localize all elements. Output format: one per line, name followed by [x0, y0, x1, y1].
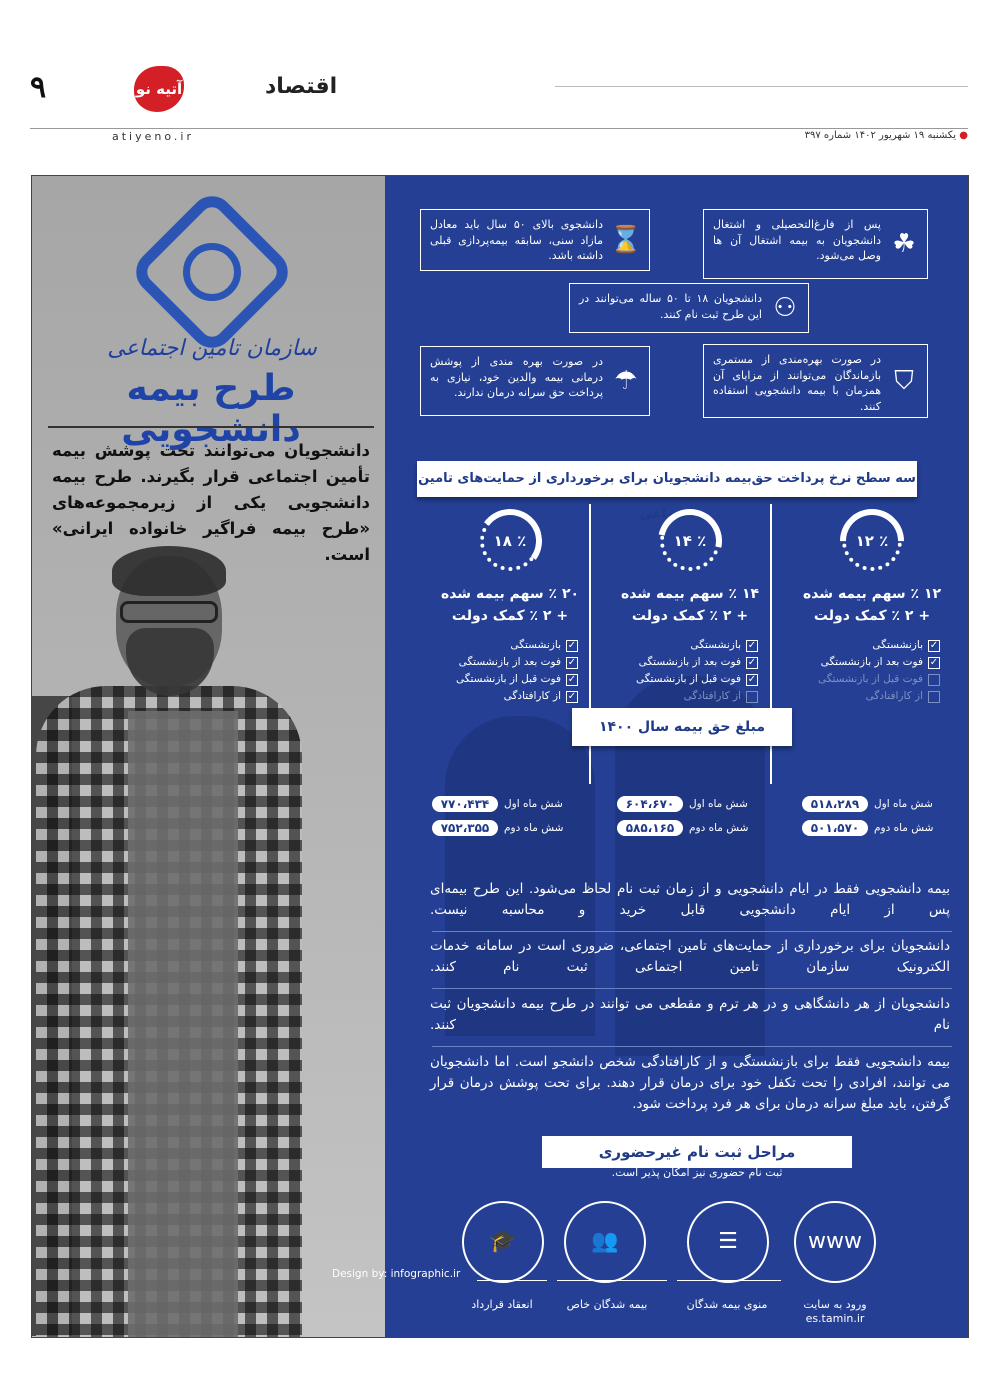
amount-row: [432, 796, 563, 812]
checkbox-checked-icon: ✓: [747, 673, 757, 685]
amount-group-12: [802, 796, 933, 836]
coverage-label: فوت قبل از بازنشستگی: [455, 673, 561, 685]
coverage-item: [600, 688, 758, 705]
header-rule: [30, 128, 968, 129]
coverage-label: فوت بعد از بازنشستگی: [458, 656, 561, 668]
umbrella-family-icon: ☂: [614, 366, 638, 396]
note-rule: [432, 931, 952, 932]
graduation-hands-icon: ☘: [892, 229, 916, 259]
info-box-age: [420, 209, 650, 271]
checkbox-empty-icon: [928, 691, 940, 703]
step-label: انعقاد قرارداد: [471, 1298, 533, 1311]
rate-percent: ٪ ۱۲: [855, 532, 889, 550]
share-insured: ۱۲ ٪ سهم بیمه شده: [802, 586, 942, 602]
coverage-label: فوت بعد از بازنشستگی: [820, 656, 923, 668]
coverage-item: [782, 637, 940, 654]
note-paragraph: بیمه دانشجویی فقط در ایام دانشجویی و از زمان ثبت نام لحاظ می‌شود. این طرح بیمه‌ای پس از ایام دانشجویی قابل خرید و محاسبه نیست.: [430, 881, 950, 918]
checkbox-checked-icon: ✓: [567, 673, 577, 685]
amount-value: ۵۰۱،۵۷۰: [802, 820, 868, 836]
coverage-label: از کارافتادگی: [865, 690, 923, 702]
amount-period: شش ماه دوم: [874, 822, 934, 834]
rate-percent: ٪ ۱۴: [673, 532, 707, 550]
share-insured: ۱۴ ٪ سهم بیمه شده: [620, 586, 760, 602]
coverage-item: [420, 637, 578, 654]
coverage-label: فوت قبل از بازنشستگی: [817, 673, 923, 685]
steps-subtitle: ثبت نام حضوری نیز امکان پذیر است.: [611, 1166, 783, 1179]
graduation-cap-icon[interactable]: 🎓: [462, 1201, 544, 1283]
dateline: ● یکشنبه ۱۹ شهریور ۱۴۰۲ شماره ۳۹۷: [804, 130, 968, 141]
steps-title: مراحل ثبت نام غیرحضوری: [542, 1136, 852, 1168]
coverage-item: [600, 654, 758, 671]
info-box-eligibility: [569, 283, 809, 333]
coverage-list: [782, 637, 962, 705]
menu-icon[interactable]: ☰: [687, 1201, 769, 1283]
coverage-list: [600, 637, 780, 705]
info-box-text: دانشجویان ۱۸ تا ۵۰ ساله می‌توانند در این طرح ثبت نام کنند.: [579, 292, 762, 321]
amount-period: شش ماه دوم: [504, 822, 564, 834]
checkbox-empty-icon: [928, 674, 940, 686]
coverage-label: از کارافتادگی: [683, 690, 741, 702]
coverage-label: فوت بعد از بازنشستگی: [638, 656, 741, 668]
info-box-graduation: [703, 209, 928, 279]
step-label: منوی بیمه شدگان: [686, 1298, 768, 1311]
amount-value: ۶۰۴،۶۷۰: [617, 796, 683, 812]
www-icon[interactable]: www: [794, 1201, 876, 1283]
amounts-title: مبلغ حق بیمه سال ۱۴۰۰: [572, 708, 792, 746]
amount-value: ۷۷۰،۴۳۴: [432, 796, 498, 812]
amount-period: شش ماه اول: [504, 798, 563, 810]
rate-share: [782, 583, 962, 627]
org-name: سازمان تامین اجتماعی: [107, 336, 317, 361]
checkbox-checked-icon: ✓: [929, 639, 939, 651]
tamin-logo-core: [183, 243, 241, 301]
amount-group-14: [617, 796, 748, 836]
amount-period: شش ماه اول: [689, 798, 748, 810]
group-icon: ⚇: [773, 293, 797, 323]
hourglass-icon: ⌛: [609, 225, 643, 255]
info-box-parents: [420, 346, 650, 416]
info-box-text: در صورت بهره‌مندی از مستمری بازماندگان می‌توانند از مزایای آن همزمان با بیمه دانشجویی استفاده کنند.: [713, 353, 881, 413]
infographic: [31, 175, 969, 1338]
note-paragraph: دانشجویان از هر دانشگاهی و در هر ترم و مقطعی می توانند در طرح بیمه دانشجویان ثبت نام کنند.: [430, 996, 950, 1033]
page-number: ۹: [30, 70, 47, 105]
amount-row: [617, 796, 748, 812]
rate-ring: [842, 511, 902, 571]
share-government: + ۲ ٪ کمک دولت: [451, 608, 569, 624]
document-shield-icon: ⛉: [894, 366, 914, 396]
checkbox-checked-icon: ✓: [567, 690, 577, 702]
amount-value: ۵۱۸،۲۸۹: [802, 796, 868, 812]
rates-title: سه سطح نرخ پرداخت حق‌بیمه دانشجویان برای برخورداری از حمایت‌های تامین اجتماعی: [417, 461, 917, 497]
coverage-label: از کارافتادگی: [503, 690, 561, 702]
rate-ring: [660, 511, 720, 571]
note-rule: [432, 1046, 952, 1047]
people-shield-icon[interactable]: 👥: [564, 1201, 646, 1283]
step-label: ورود به سایت es.tamin.ir: [803, 1298, 867, 1325]
coverage-item: [782, 654, 940, 671]
amount-value: ۵۸۵،۱۶۵: [617, 820, 683, 836]
intro-text: دانشجویان می‌توانند تحت پوشش بیمه تأمین اجتماعی قرار بگیرند. طرح بیمه دانشجویی یکی از زیرمجموعه‌های «طرح بیمه فراگیر خانواده ایرانی» است.: [52, 441, 370, 564]
checkbox-checked-icon: ✓: [567, 639, 577, 651]
photo-student-glasses: [120, 601, 218, 623]
step-arrow: [677, 1280, 781, 1281]
checkbox-checked-icon: ✓: [747, 639, 757, 651]
amount-row: [802, 796, 933, 812]
amount-period: شش ماه اول: [874, 798, 933, 810]
checkbox-empty-icon: [746, 691, 758, 703]
amount-row: [432, 820, 563, 836]
note-paragraph: بیمه دانشجویی فقط برای بازنشستگی و از کارافتادگی شخص دانشجو است. اما دانشجویان می توانند، افرادی را تحت تکفل خود برای درمان قرار دهند. برای تحت پوشش درمان قرار گرفتن، باید مبلغ سرانه درمان برای هر فرد پرداخت شود.: [430, 1054, 950, 1112]
note-paragraph: دانشجویان برای برخورداری از حمایت‌های تامین اجتماعی، ضروری است در سامانه خدمات الکترونیک سازمان تامین اجتماعی ثبت نام کنند.: [430, 938, 950, 975]
step-label: بیمه شدگان خاص: [566, 1298, 648, 1311]
site-url[interactable]: atiyeno.ir: [112, 130, 194, 143]
checkbox-checked-icon: ✓: [747, 656, 757, 668]
coverage-label: بازنشستگی: [872, 639, 923, 651]
step-arrow: [477, 1280, 547, 1281]
rate-percent: ٪ ۱۸: [493, 532, 527, 550]
amount-row: [617, 820, 748, 836]
rate-column-12: [782, 511, 962, 771]
section-title: اقتصاد: [265, 74, 338, 99]
coverage-item: [600, 671, 758, 688]
share-insured: ۲۰ ٪ سهم بیمه شده: [440, 586, 580, 602]
coverage-label: فوت قبل از بازنشستگی: [635, 673, 741, 685]
rate-share: [600, 583, 780, 627]
coverage-list: [420, 637, 600, 705]
main-title: طرح بیمه دانشجویی: [121, 368, 301, 450]
coverage-item: [782, 688, 940, 705]
info-box-text: در صورت بهره مندی از پوشش درمانی بیمه والدین خود، نیازی به پرداخت حق سرانه درمان ندارند.: [430, 355, 603, 399]
coverage-item: [420, 654, 578, 671]
title-rule: [48, 426, 374, 428]
left-panel: [32, 176, 385, 1337]
dateline-text: یکشنبه ۱۹ شهریور ۱۴۰۲ شماره ۳۹۷: [804, 130, 957, 141]
publication-logo: آتیه نو: [134, 66, 184, 112]
info-box-pension: [703, 344, 928, 418]
photo-student-tshirt: [128, 711, 238, 1338]
rate-share: [420, 583, 600, 627]
coverage-label: بازنشستگی: [690, 639, 741, 651]
share-government: + ۲ ٪ کمک دولت: [631, 608, 749, 624]
header-divider: [555, 86, 968, 87]
coverage-item: [600, 637, 758, 654]
amount-row: [802, 820, 933, 836]
rate-ring: [480, 511, 540, 571]
coverage-label: بازنشستگی: [510, 639, 561, 651]
info-box-text: دانشجوی بالای ۵۰ سال باید معادل مازاد سنی، سابقه بیمه‌پردازی قبلی داشته باشد.: [430, 218, 603, 262]
coverage-item: [420, 688, 578, 705]
info-box-text: پس از فارغ‌التحصیلی و اشتغال دانشجویان به بیمه اشتغال آن ها وصل می‌شود.: [713, 218, 881, 262]
coverage-item: [782, 671, 940, 688]
design-credit: Design by: infographic.ir: [332, 1268, 461, 1280]
amount-group-18: [432, 796, 563, 836]
amount-value: ۷۵۲،۳۵۵: [432, 820, 498, 836]
step-arrow: [557, 1280, 667, 1281]
checkbox-checked-icon: ✓: [567, 656, 577, 668]
note-rule: [432, 988, 952, 989]
amount-period: شش ماه دوم: [689, 822, 749, 834]
share-government: + ۲ ٪ کمک دولت: [813, 608, 931, 624]
checkbox-checked-icon: ✓: [929, 656, 939, 668]
coverage-item: [420, 671, 578, 688]
